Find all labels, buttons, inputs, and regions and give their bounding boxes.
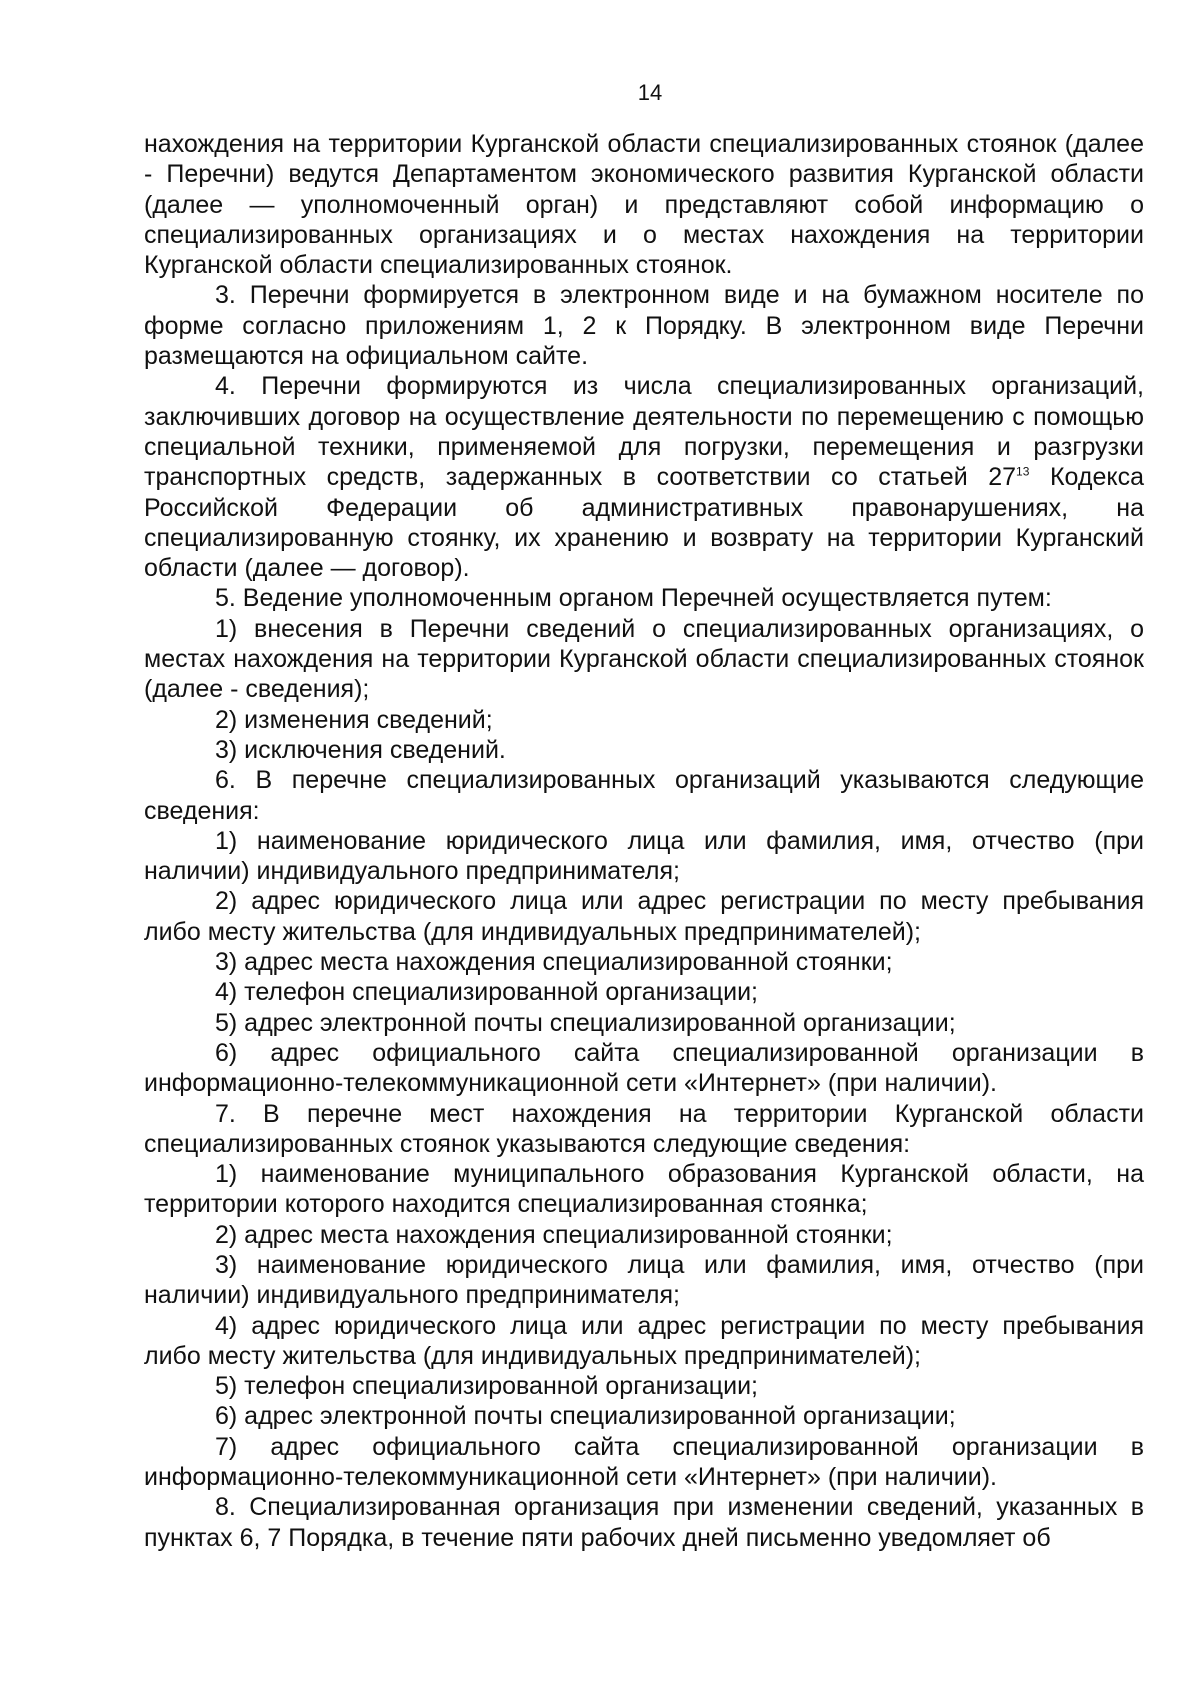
paragraph	[144, 371, 1144, 583]
paragraph	[144, 1220, 1144, 1250]
paragraph	[144, 583, 1144, 613]
article-superscript: 13	[1016, 464, 1030, 479]
page-number: 14	[637, 80, 663, 105]
paragraph-text: 3) наименование юридического лица или фамилия, имя, отчество (при наличии) индивидуального предпринимателя;	[144, 1250, 1144, 1310]
paragraph	[144, 1432, 1144, 1493]
paragraph-text: 2) изменения сведений;	[215, 705, 493, 734]
paragraph-text: нахождения на территории Курганской области специализированных стоянок (далее - Перечни) ведутся Департаментом экономического развития Курганской области (далее — уполномоченный орган) и представляют собой информацию о специализированных организациях и о местах нахождения на территории Курганской области специализированных стоянок.	[144, 130, 1144, 280]
paragraph	[144, 1159, 1144, 1220]
paragraph	[144, 1038, 1144, 1099]
paragraph-text: 2) адрес места нахождения специализированной стоянки;	[215, 1220, 893, 1249]
paragraph-text: 7) адрес официального сайта специализированной организации в информационно-телекоммуникационной сети «Интернет» (при наличии).	[144, 1432, 1144, 1492]
paragraph	[144, 1250, 1144, 1311]
paragraph	[144, 826, 1144, 887]
paragraph-text: 3. Перечни формируется в электронном виде и на бумажном носителе по форме согласно приложениям 1, 2 к Порядку. В электронном виде Перечни размещаются на официальном сайте.	[144, 281, 1144, 371]
paragraph-text: 5. Ведение уполномоченным органом Перечней осуществляется путем:	[215, 584, 1052, 613]
paragraph-text: 3) исключения сведений.	[215, 735, 506, 764]
paragraph	[144, 705, 1144, 735]
paragraph	[144, 886, 1144, 947]
paragraph	[144, 947, 1144, 977]
paragraph-text: 1) внесения в Перечни сведений о специализированных организациях, о местах нахождения на территории Курганской области специализированных стоянок (далее - сведения);	[144, 614, 1144, 704]
paragraph-text: 2) адрес юридического лица или адрес регистрации по месту пребывания либо месту жительства (для индивидуальных предпринимателей);	[144, 887, 1144, 946]
paragraph-text: 7. В перечне мест нахождения на территории Курганской области специализированных стоянок указываются следующие сведения:	[144, 1099, 1144, 1158]
paragraph	[144, 129, 1144, 280]
paragraph-text: Кодекса Российской Федерации об административных правонарушениях, на специализированную стоянку, их хранению и возврату на территории Курганский области (далее — договор).	[144, 463, 1144, 583]
paragraph-text: 3) адрес места нахождения специализированной стоянки;	[215, 948, 893, 977]
paragraph-text: 4) телефон специализированной организации;	[215, 978, 758, 1007]
paragraph	[144, 1008, 1144, 1038]
paragraph-text: 5) телефон специализированной организации;	[215, 1372, 758, 1401]
paragraph-text: 1) наименование муниципального образования Курганской области, на территории которого находится специализированная стоянка;	[144, 1160, 1144, 1219]
paragraph-text: 1) наименование юридического лица или фамилия, имя, отчество (при наличии) индивидуального предпринимателя;	[144, 826, 1144, 886]
paragraph	[144, 1492, 1144, 1553]
paragraph	[144, 1371, 1144, 1401]
paragraph-text: 5) адрес электронной почты специализированной организации;	[215, 1008, 956, 1037]
paragraph	[144, 735, 1144, 765]
paragraph-text: 8. Специализированная организация при изменении сведений, указанных в пунктах 6, 7 Порядка, в течение пяти рабочих дней письменно уведомляет об	[144, 1493, 1144, 1552]
paragraph	[144, 1311, 1144, 1372]
paragraph-text: 4) адрес юридического лица или адрес регистрации по месту пребывания либо месту жительства (для индивидуальных предпринимателей);	[144, 1311, 1144, 1370]
paragraph	[144, 765, 1144, 826]
paragraph	[144, 280, 1144, 371]
paragraph	[144, 1401, 1144, 1431]
paragraph-text: 6. В перечне специализированных организаций указываются следующие сведения:	[144, 766, 1144, 825]
document-body	[144, 129, 1144, 1553]
paragraph-text: 6) адрес официального сайта специализированной организации в информационно-телекоммуникационной сети «Интернет» (при наличии).	[144, 1038, 1144, 1098]
paragraph-text: 4. Перечни формируются из числа специализированных организаций, заключивших договор на осуществление деятельности по перемещению с помощью специальной техники, применяемой для погрузки, перемещения и разгрузки транспортных средств, задержанных в соответствии со статьей 27	[144, 372, 1144, 492]
paragraph	[144, 614, 1144, 705]
paragraph-text: 6) адрес электронной почты специализированной организации;	[215, 1402, 956, 1431]
paragraph	[144, 977, 1144, 1007]
paragraph	[144, 1099, 1144, 1160]
